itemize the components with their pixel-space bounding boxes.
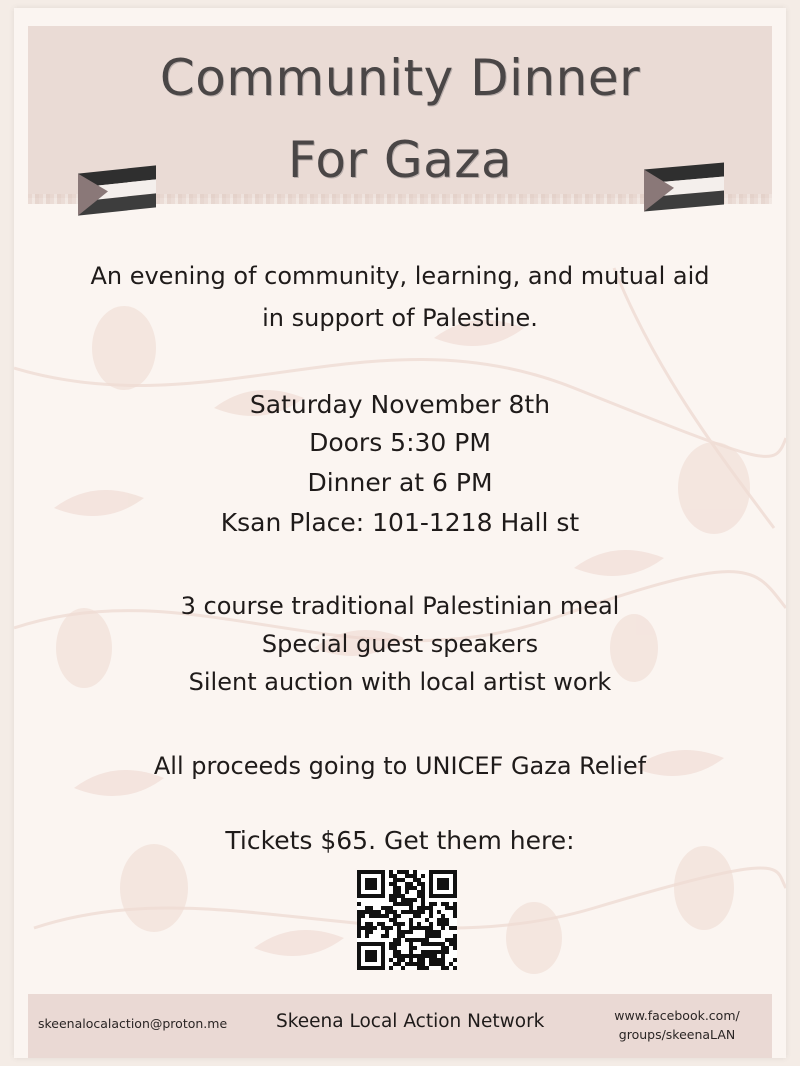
organization-name: Skeena Local Action Network (276, 1011, 545, 1032)
title-line-1: Community Dinner (159, 49, 641, 107)
event-doors: Doors 5:30 PM (309, 428, 491, 457)
event-location: Ksan Place: 101-1218 Hall st (220, 508, 580, 537)
feature-item: Silent auction with local artist work (188, 668, 612, 696)
title-line-2: For Gaza (287, 131, 513, 189)
facebook-link-line-2: groups/skeenaLAN (618, 1027, 736, 1042)
contact-email[interactable]: skeenalocalaction@proton.me (38, 1016, 228, 1031)
palestine-flag-icon (74, 156, 158, 218)
event-date: Saturday November 8th (249, 390, 551, 419)
intro-line-2: in support of Palestine. (262, 304, 538, 332)
intro-line-1: An evening of community, learning, and mutual aid (90, 262, 710, 290)
facebook-link[interactable] (602, 1006, 752, 1044)
footer-band (28, 994, 772, 1058)
tickets-info: Tickets $65. Get them here: (225, 826, 575, 855)
feature-item: 3 course traditional Palestinian meal (180, 592, 620, 620)
proceeds-note: All proceeds going to UNICEF Gaza Relief (153, 752, 647, 780)
event-dinner-time: Dinner at 6 PM (307, 468, 493, 497)
flyer (14, 8, 786, 1058)
qr-code[interactable] (357, 870, 457, 970)
facebook-link-line-1: www.facebook.com/ (614, 1008, 740, 1023)
palestine-flag-icon (638, 154, 726, 218)
feature-item: Special guest speakers (261, 630, 539, 658)
